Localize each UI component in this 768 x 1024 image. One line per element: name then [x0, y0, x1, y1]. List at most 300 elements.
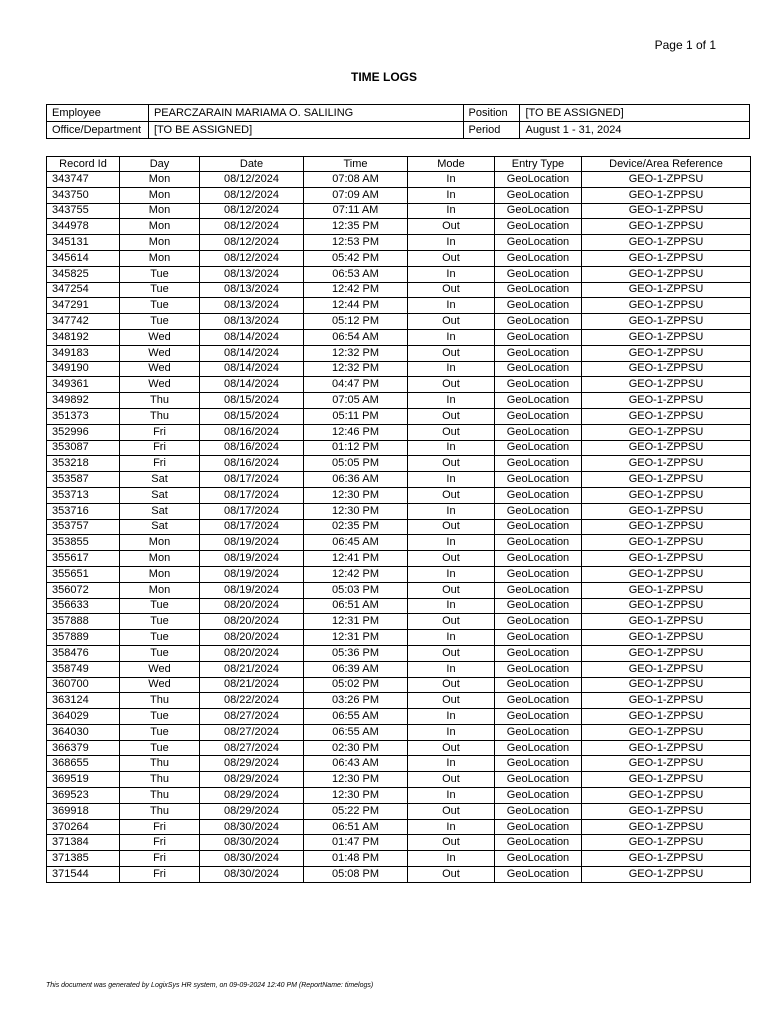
date-cell: 08/12/2024 — [200, 172, 304, 188]
time-cell: 12:42 PM — [304, 282, 408, 298]
record-id-cell: 357888 — [47, 614, 120, 630]
mode-cell: Out — [408, 772, 495, 788]
table-row — [47, 408, 751, 424]
time-cell: 06:54 AM — [304, 329, 408, 345]
device-reference-cell: GEO-1-ZPPSU — [582, 709, 751, 725]
mode-cell: In — [408, 361, 495, 377]
device-reference-cell: GEO-1-ZPPSU — [582, 661, 751, 677]
day-cell: Mon — [120, 582, 200, 598]
device-reference-cell: GEO-1-ZPPSU — [582, 551, 751, 567]
date-cell: 08/19/2024 — [200, 582, 304, 598]
date-cell: 08/29/2024 — [200, 772, 304, 788]
date-cell: 08/30/2024 — [200, 819, 304, 835]
record-id-cell: 347254 — [47, 282, 120, 298]
column-header: Date — [200, 157, 304, 172]
entry-type-cell: GeoLocation — [495, 661, 582, 677]
date-cell: 08/19/2024 — [200, 535, 304, 551]
date-cell: 08/17/2024 — [200, 519, 304, 535]
time-cell: 06:39 AM — [304, 661, 408, 677]
day-cell: Fri — [120, 867, 200, 883]
date-cell: 08/15/2024 — [200, 393, 304, 409]
table-row — [47, 266, 751, 282]
device-reference-cell: GEO-1-ZPPSU — [582, 266, 751, 282]
time-cell: 05:36 PM — [304, 645, 408, 661]
record-id-cell: 351373 — [47, 408, 120, 424]
day-cell: Fri — [120, 440, 200, 456]
device-reference-cell: GEO-1-ZPPSU — [582, 440, 751, 456]
date-cell: 08/12/2024 — [200, 203, 304, 219]
table-row — [47, 235, 751, 251]
date-cell: 08/20/2024 — [200, 630, 304, 646]
time-cell: 12:31 PM — [304, 630, 408, 646]
record-id-cell: 364029 — [47, 709, 120, 725]
page-number: Page 1 of 1 — [654, 38, 716, 52]
entry-type-cell: GeoLocation — [495, 298, 582, 314]
device-reference-cell: GEO-1-ZPPSU — [582, 867, 751, 883]
table-row — [47, 677, 751, 693]
record-id-cell: 353757 — [47, 519, 120, 535]
table-row — [47, 819, 751, 835]
table-row — [47, 740, 751, 756]
time-cell: 06:45 AM — [304, 535, 408, 551]
device-reference-cell: GEO-1-ZPPSU — [582, 677, 751, 693]
mode-cell: Out — [408, 377, 495, 393]
day-cell: Tue — [120, 266, 200, 282]
time-cell: 12:44 PM — [304, 298, 408, 314]
time-cell: 06:55 AM — [304, 724, 408, 740]
table-row — [47, 503, 751, 519]
table-row — [47, 645, 751, 661]
table-row — [47, 724, 751, 740]
device-reference-cell: GEO-1-ZPPSU — [582, 803, 751, 819]
device-reference-cell: GEO-1-ZPPSU — [582, 203, 751, 219]
date-cell: 08/29/2024 — [200, 803, 304, 819]
device-reference-cell: GEO-1-ZPPSU — [582, 598, 751, 614]
table-row — [47, 693, 751, 709]
mode-cell: In — [408, 630, 495, 646]
entry-type-cell: GeoLocation — [495, 393, 582, 409]
record-id-cell: 371385 — [47, 851, 120, 867]
day-cell: Mon — [120, 235, 200, 251]
day-cell: Mon — [120, 250, 200, 266]
record-id-cell: 345614 — [47, 250, 120, 266]
office-label: Office/Department — [47, 122, 149, 139]
mode-cell: In — [408, 503, 495, 519]
time-cell: 12:35 PM — [304, 219, 408, 235]
device-reference-cell: GEO-1-ZPPSU — [582, 361, 751, 377]
time-cell: 06:55 AM — [304, 709, 408, 725]
employee-info-table — [46, 104, 750, 139]
date-cell: 08/29/2024 — [200, 788, 304, 804]
entry-type-cell: GeoLocation — [495, 867, 582, 883]
record-id-cell: 349190 — [47, 361, 120, 377]
time-cell: 03:26 PM — [304, 693, 408, 709]
mode-cell: In — [408, 203, 495, 219]
column-header: Mode — [408, 157, 495, 172]
date-cell: 08/30/2024 — [200, 851, 304, 867]
time-cell: 07:09 AM — [304, 187, 408, 203]
day-cell: Mon — [120, 172, 200, 188]
device-reference-cell: GEO-1-ZPPSU — [582, 377, 751, 393]
table-row — [47, 298, 751, 314]
device-reference-cell: GEO-1-ZPPSU — [582, 472, 751, 488]
device-reference-cell: GEO-1-ZPPSU — [582, 282, 751, 298]
day-cell: Thu — [120, 693, 200, 709]
device-reference-cell: GEO-1-ZPPSU — [582, 535, 751, 551]
device-reference-cell: GEO-1-ZPPSU — [582, 487, 751, 503]
mode-cell: Out — [408, 487, 495, 503]
date-cell: 08/16/2024 — [200, 440, 304, 456]
column-header: Time — [304, 157, 408, 172]
day-cell: Thu — [120, 393, 200, 409]
mode-cell: In — [408, 598, 495, 614]
position-value: [TO BE ASSIGNED] — [520, 105, 750, 122]
time-cell: 05:22 PM — [304, 803, 408, 819]
record-id-cell: 358749 — [47, 661, 120, 677]
record-id-cell: 366379 — [47, 740, 120, 756]
device-reference-cell: GEO-1-ZPPSU — [582, 740, 751, 756]
day-cell: Sat — [120, 503, 200, 519]
record-id-cell: 347742 — [47, 314, 120, 330]
entry-type-cell: GeoLocation — [495, 645, 582, 661]
date-cell: 08/15/2024 — [200, 408, 304, 424]
record-id-cell: 357889 — [47, 630, 120, 646]
day-cell: Sat — [120, 487, 200, 503]
date-cell: 08/17/2024 — [200, 472, 304, 488]
entry-type-cell: GeoLocation — [495, 424, 582, 440]
record-id-cell: 353713 — [47, 487, 120, 503]
time-cell: 12:31 PM — [304, 614, 408, 630]
date-cell: 08/19/2024 — [200, 551, 304, 567]
mode-cell: Out — [408, 551, 495, 567]
record-id-cell: 355617 — [47, 551, 120, 567]
day-cell: Mon — [120, 551, 200, 567]
time-cell: 12:46 PM — [304, 424, 408, 440]
device-reference-cell: GEO-1-ZPPSU — [582, 630, 751, 646]
table-row — [47, 756, 751, 772]
day-cell: Wed — [120, 677, 200, 693]
device-reference-cell: GEO-1-ZPPSU — [582, 566, 751, 582]
time-cell: 01:47 PM — [304, 835, 408, 851]
table-row — [47, 803, 751, 819]
day-cell: Fri — [120, 456, 200, 472]
record-id-cell: 370264 — [47, 819, 120, 835]
day-cell: Tue — [120, 598, 200, 614]
time-cell: 05:03 PM — [304, 582, 408, 598]
time-cell: 02:30 PM — [304, 740, 408, 756]
mode-cell: In — [408, 235, 495, 251]
table-row — [47, 361, 751, 377]
time-cell: 05:05 PM — [304, 456, 408, 472]
entry-type-cell: GeoLocation — [495, 614, 582, 630]
time-cell: 05:02 PM — [304, 677, 408, 693]
day-cell: Tue — [120, 645, 200, 661]
date-cell: 08/13/2024 — [200, 298, 304, 314]
mode-cell: Out — [408, 740, 495, 756]
column-header: Device/Area Reference — [582, 157, 751, 172]
day-cell: Mon — [120, 203, 200, 219]
entry-type-cell: GeoLocation — [495, 282, 582, 298]
day-cell: Fri — [120, 424, 200, 440]
record-id-cell: 343755 — [47, 203, 120, 219]
mode-cell: Out — [408, 867, 495, 883]
record-id-cell: 369519 — [47, 772, 120, 788]
day-cell: Wed — [120, 329, 200, 345]
time-cell: 05:12 PM — [304, 314, 408, 330]
mode-cell: Out — [408, 693, 495, 709]
date-cell: 08/14/2024 — [200, 361, 304, 377]
mode-cell: Out — [408, 614, 495, 630]
day-cell: Mon — [120, 187, 200, 203]
day-cell: Fri — [120, 851, 200, 867]
time-cell: 01:48 PM — [304, 851, 408, 867]
time-cell: 12:41 PM — [304, 551, 408, 567]
device-reference-cell: GEO-1-ZPPSU — [582, 219, 751, 235]
record-id-cell: 371544 — [47, 867, 120, 883]
entry-type-cell: GeoLocation — [495, 693, 582, 709]
mode-cell: Out — [408, 345, 495, 361]
info-row — [47, 105, 750, 122]
device-reference-cell: GEO-1-ZPPSU — [582, 503, 751, 519]
generated-footer: This document was generated by LogixSys HR system, on 09-09-2024 12:40 PM (ReportName: timelogs) — [46, 982, 374, 989]
mode-cell: In — [408, 709, 495, 725]
device-reference-cell: GEO-1-ZPPSU — [582, 172, 751, 188]
record-id-cell: 345825 — [47, 266, 120, 282]
record-id-cell: 352996 — [47, 424, 120, 440]
day-cell: Mon — [120, 566, 200, 582]
mode-cell: In — [408, 472, 495, 488]
mode-cell: Out — [408, 314, 495, 330]
table-row — [47, 788, 751, 804]
entry-type-cell: GeoLocation — [495, 582, 582, 598]
device-reference-cell: GEO-1-ZPPSU — [582, 345, 751, 361]
time-cell: 06:36 AM — [304, 472, 408, 488]
table-row — [47, 519, 751, 535]
time-cell: 07:08 AM — [304, 172, 408, 188]
mode-cell: In — [408, 566, 495, 582]
entry-type-cell: GeoLocation — [495, 598, 582, 614]
device-reference-cell: GEO-1-ZPPSU — [582, 693, 751, 709]
entry-type-cell: GeoLocation — [495, 187, 582, 203]
record-id-cell: 343747 — [47, 172, 120, 188]
day-cell: Fri — [120, 835, 200, 851]
info-row — [47, 122, 750, 139]
table-row — [47, 851, 751, 867]
table-row — [47, 630, 751, 646]
date-cell: 08/30/2024 — [200, 835, 304, 851]
table-row — [47, 709, 751, 725]
time-cell: 06:53 AM — [304, 266, 408, 282]
date-cell: 08/12/2024 — [200, 250, 304, 266]
mode-cell: In — [408, 298, 495, 314]
mode-cell: In — [408, 724, 495, 740]
record-id-cell: 363124 — [47, 693, 120, 709]
day-cell: Mon — [120, 219, 200, 235]
day-cell: Tue — [120, 298, 200, 314]
entry-type-cell: GeoLocation — [495, 440, 582, 456]
day-cell: Thu — [120, 772, 200, 788]
entry-type-cell: GeoLocation — [495, 487, 582, 503]
mode-cell: Out — [408, 835, 495, 851]
device-reference-cell: GEO-1-ZPPSU — [582, 456, 751, 472]
time-cell: 12:42 PM — [304, 566, 408, 582]
date-cell: 08/27/2024 — [200, 709, 304, 725]
table-row — [47, 598, 751, 614]
entry-type-cell: GeoLocation — [495, 219, 582, 235]
time-cell: 01:12 PM — [304, 440, 408, 456]
period-value: August 1 - 31, 2024 — [520, 122, 750, 139]
mode-cell: In — [408, 440, 495, 456]
device-reference-cell: GEO-1-ZPPSU — [582, 519, 751, 535]
time-cell: 12:30 PM — [304, 772, 408, 788]
mode-cell: In — [408, 266, 495, 282]
entry-type-cell: GeoLocation — [495, 235, 582, 251]
record-id-cell: 360700 — [47, 677, 120, 693]
date-cell: 08/21/2024 — [200, 661, 304, 677]
record-id-cell: 368655 — [47, 756, 120, 772]
table-row — [47, 487, 751, 503]
date-cell: 08/13/2024 — [200, 314, 304, 330]
device-reference-cell: GEO-1-ZPPSU — [582, 250, 751, 266]
date-cell: 08/20/2024 — [200, 645, 304, 661]
mode-cell: In — [408, 172, 495, 188]
entry-type-cell: GeoLocation — [495, 819, 582, 835]
mode-cell: Out — [408, 677, 495, 693]
time-cell: 12:32 PM — [304, 361, 408, 377]
entry-type-cell: GeoLocation — [495, 266, 582, 282]
date-cell: 08/14/2024 — [200, 329, 304, 345]
mode-cell: Out — [408, 219, 495, 235]
table-row — [47, 566, 751, 582]
table-row — [47, 187, 751, 203]
table-row — [47, 377, 751, 393]
table-row — [47, 772, 751, 788]
table-row — [47, 835, 751, 851]
entry-type-cell: GeoLocation — [495, 456, 582, 472]
time-cell: 06:51 AM — [304, 819, 408, 835]
date-cell: 08/16/2024 — [200, 456, 304, 472]
record-id-cell: 356072 — [47, 582, 120, 598]
date-cell: 08/12/2024 — [200, 219, 304, 235]
day-cell: Tue — [120, 614, 200, 630]
day-cell: Fri — [120, 819, 200, 835]
column-header: Entry Type — [495, 157, 582, 172]
column-header: Record Id — [47, 157, 120, 172]
record-id-cell: 349361 — [47, 377, 120, 393]
device-reference-cell: GEO-1-ZPPSU — [582, 582, 751, 598]
date-cell: 08/21/2024 — [200, 677, 304, 693]
mode-cell: In — [408, 329, 495, 345]
record-id-cell: 369918 — [47, 803, 120, 819]
mode-cell: In — [408, 788, 495, 804]
table-row — [47, 614, 751, 630]
date-cell: 08/20/2024 — [200, 598, 304, 614]
day-cell: Tue — [120, 630, 200, 646]
day-cell: Thu — [120, 803, 200, 819]
record-id-cell: 344978 — [47, 219, 120, 235]
date-cell: 08/14/2024 — [200, 377, 304, 393]
date-cell: 08/30/2024 — [200, 867, 304, 883]
date-cell: 08/14/2024 — [200, 345, 304, 361]
device-reference-cell: GEO-1-ZPPSU — [582, 756, 751, 772]
record-id-cell: 348192 — [47, 329, 120, 345]
entry-type-cell: GeoLocation — [495, 472, 582, 488]
day-cell: Thu — [120, 408, 200, 424]
entry-type-cell: GeoLocation — [495, 788, 582, 804]
device-reference-cell: GEO-1-ZPPSU — [582, 819, 751, 835]
table-row — [47, 172, 751, 188]
device-reference-cell: GEO-1-ZPPSU — [582, 724, 751, 740]
time-logs-table — [46, 156, 751, 883]
day-cell: Wed — [120, 377, 200, 393]
entry-type-cell: GeoLocation — [495, 851, 582, 867]
day-cell: Sat — [120, 519, 200, 535]
entry-type-cell: GeoLocation — [495, 329, 582, 345]
time-cell: 07:05 AM — [304, 393, 408, 409]
mode-cell: Out — [408, 408, 495, 424]
day-cell: Thu — [120, 756, 200, 772]
date-cell: 08/13/2024 — [200, 282, 304, 298]
device-reference-cell: GEO-1-ZPPSU — [582, 329, 751, 345]
device-reference-cell: GEO-1-ZPPSU — [582, 408, 751, 424]
entry-type-cell: GeoLocation — [495, 551, 582, 567]
entry-type-cell: GeoLocation — [495, 172, 582, 188]
record-id-cell: 353716 — [47, 503, 120, 519]
time-cell: 05:11 PM — [304, 408, 408, 424]
record-id-cell: 369523 — [47, 788, 120, 804]
record-id-cell: 353855 — [47, 535, 120, 551]
table-row — [47, 440, 751, 456]
entry-type-cell: GeoLocation — [495, 535, 582, 551]
mode-cell: Out — [408, 424, 495, 440]
entry-type-cell: GeoLocation — [495, 503, 582, 519]
date-cell: 08/16/2024 — [200, 424, 304, 440]
mode-cell: In — [408, 756, 495, 772]
table-row — [47, 345, 751, 361]
device-reference-cell: GEO-1-ZPPSU — [582, 235, 751, 251]
mode-cell: Out — [408, 645, 495, 661]
date-cell: 08/27/2024 — [200, 740, 304, 756]
time-cell: 12:30 PM — [304, 788, 408, 804]
table-row — [47, 661, 751, 677]
day-cell: Wed — [120, 345, 200, 361]
date-cell: 08/27/2024 — [200, 724, 304, 740]
device-reference-cell: GEO-1-ZPPSU — [582, 298, 751, 314]
record-id-cell: 353587 — [47, 472, 120, 488]
record-id-cell: 345131 — [47, 235, 120, 251]
table-row — [47, 472, 751, 488]
record-id-cell: 358476 — [47, 645, 120, 661]
day-cell: Tue — [120, 282, 200, 298]
mode-cell: Out — [408, 250, 495, 266]
device-reference-cell: GEO-1-ZPPSU — [582, 187, 751, 203]
device-reference-cell: GEO-1-ZPPSU — [582, 851, 751, 867]
document-title: TIME LOGS — [351, 70, 417, 84]
time-cell: 12:53 PM — [304, 235, 408, 251]
record-id-cell: 349892 — [47, 393, 120, 409]
record-id-cell: 347291 — [47, 298, 120, 314]
time-logs-body — [47, 172, 751, 883]
entry-type-cell: GeoLocation — [495, 408, 582, 424]
date-cell: 08/17/2024 — [200, 487, 304, 503]
time-cell: 06:43 AM — [304, 756, 408, 772]
entry-type-cell: GeoLocation — [495, 345, 582, 361]
entry-type-cell: GeoLocation — [495, 835, 582, 851]
table-row — [47, 219, 751, 235]
employee-label: Employee — [47, 105, 149, 122]
table-row — [47, 582, 751, 598]
device-reference-cell: GEO-1-ZPPSU — [582, 835, 751, 851]
